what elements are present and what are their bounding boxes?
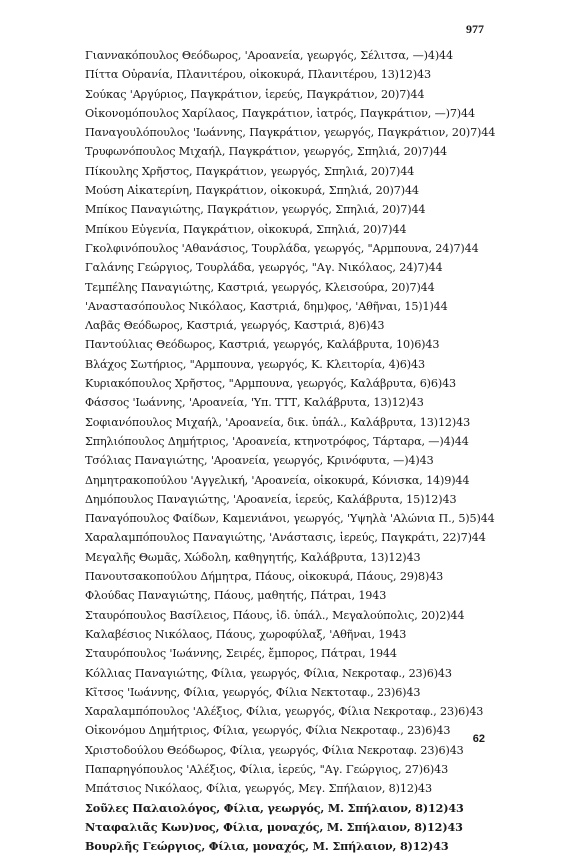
list-item: Γαλάνης Γεώργιος, Τουρλάδα, γεωργός, "Αγ. Νικόλαος, 24)7)44 [85,261,443,275]
list-item: Κυριακόπουλος Χρῆστος, "Αρμπουνα, γεωργός, Καλάβρυτα, 6)6)43 [85,377,456,391]
list-item: Μπίκου Εὐγενία, Παγκράτιον, οἰκοκυρά, Σπηλιά, 20)7)44 [85,222,407,236]
list-item: Χαραλαμπόπουλος 'Αλέξιος, Φίλια, γεωργός, Φίλια Νεκροταφ., 23)6)43 [85,705,484,719]
list-item: Οἰκονόμου Δημήτριος, Φίλια, γεωργός, Φίλια Νεκροταφ., 23)6)43 [85,724,451,738]
list-item: Τσόλιας Παναγιώτης, 'Αροανεία, γεωργός, Κρινόφυτα, —)4)43 [85,454,434,468]
list-item: Παναγουλόπουλος 'Ιωάννης, Παγκράτιον, γεωργός, Παγκράτιον, 20)7)44 [85,126,496,140]
list-item: Μπάτσιος Νικόλαος, Φίλια, γεωργός, Μεγ. Σπήλαιον, 8)12)43 [85,782,432,796]
list-item: Κῖτσος 'Ιωάννης, Φίλια, γεωργός, Φίλια Νεκτοταφ., 23)6)43 [85,685,421,699]
list-item: Πίκουλης Χρῆστος, Παγκράτιον, γεωργός, Σπηλιά, 20)7)44 [85,164,415,178]
list-item: Σταυρόπουλος Βασίλειος, Πάους, ἰδ. ὑπάλ., Μεγαλούπολις, 20)2)44 [85,608,465,622]
list-item: Γκολφινόπουλος 'Αθανάσιος, Τουρλάδα, γεωργός, "Αρμπουνα, 24)7)44 [85,241,479,255]
list-item: Γιαννακόπουλος Θεόδωρος, 'Αροανεία, γεωργός, Σέλιτσα, —)4)44 [85,49,453,62]
list-item: Σοφιανόπουλος Μιχαήλ, 'Αροανεία, δικ. ὑπάλ., Καλάβρυτα, 13)12)43 [85,415,471,429]
list-item: Σταυρόπουλος 'Ιωάννης, Σειρές, ἔμπορος, Πάτραι, 1944 [85,647,397,661]
footer-number: 62 [472,733,485,745]
page-number: 977 [466,22,484,36]
name-list [85,46,525,856]
list-item: Παντούλιας Θεόδωρος, Καστριά, γεωργός, Καλάβρυτα, 10)6)43 [85,338,440,352]
list-item: Μούση Αἰκατερίνη, Παγκράτιον, οἰκοκυρά, Σπηλιά, 20)7)44 [85,184,419,198]
list-item: Τεμπέλης Παναγιώτης, Καστριά, γεωργός, Κλεισούρα, 20)7)44 [85,280,435,294]
list-item: Βλάχος Σωτήριος, "Αρμπουνα, γεωργός, Κ. Κλειτορία, 4)6)43 [85,357,425,371]
list-item: Μπίκος Παναγιώτης, Παγκράτιον, γεωργός, Σπηλιά, 20)7)44 [85,203,426,217]
list-item: Φάσσος 'Ιωάννης, 'Αροανεία, 'Υπ. ΤΤΤ, Καλάβρυτα, 13)12)43 [85,396,424,410]
list-item: Σούκας 'Αργύριος, Παγκράτιον, ἱερεύς, Παγκράτιον, 20)7)44 [85,87,425,101]
list-item: Δημόπουλος Παναγιώτης, 'Αροανεία, ἱερεύς, Καλάβρυτα, 15)12)43 [85,492,457,506]
list-item: Κόλλιας Παναγιώτης, Φίλια, γεωργός, Φίλια, Νεκροταφ., 23)6)43 [85,666,452,680]
list-item: Βουρλῆς Γεώργιος, Φίλια, μοναχός, Μ. Σπήλαιον, 8)12)43 [85,839,449,854]
list-item: Φλούδας Παναγιώτης, Πάους, μαθητής, Πάτραι, 1943 [85,589,387,603]
list-item: Μεγαλῆς Θωμᾶς, Χώδολη, καθηγητής, Καλάβρυτα, 13)12)43 [85,550,421,564]
list-item: Χαραλαμπόπουλος Παναγιώτης, 'Ανάστασις, ἱερεύς, Παγκράτι, 22)7)44 [85,531,486,545]
list-item: Οἰκονομόπουλος Χαρίλαος, Παγκράτιον, ἰατρός, Παγκράτιον, —)7)44 [85,106,475,120]
list-item: Τρυφωνόπουλος Μιχαήλ, Παγκράτιον, γεωργός, Σπηλιά, 20)7)44 [85,145,448,159]
list-item: 'Αναστασόπουλος Νικόλαος, Καστριά, δημ)φος, 'Αθῆναι, 15)1)44 [85,299,448,313]
list-item: Πίττα Οὐρανία, Πλανιτέρου, οἰκοκυρά, Πλανιτέρου, 13)12)43 [85,68,431,82]
list-item: Νταφαλιᾶς Κων)νος, Φίλια, μοναχός, Μ. Σπήλαιον, 8)12)43 [85,819,463,834]
list-item: Παναγόπουλος Φαίδων, Καμενιάνοι, γεωργός, 'Υψηλὰ 'Αλώνια Π., 5)5)44 [85,512,495,526]
list-item: Σπηλιόπουλος Δημήτριος, 'Αροανεία, κτηνοτρόφος, Τάρταρα, —)4)44 [85,434,469,448]
list-item: Λαβᾶς Θεόδωρος, Καστριά, γεωργός, Καστριά, 8)6)43 [85,319,385,333]
list-item: Πανουτσακοπούλου Δήμητρα, Πάους, οἰκοκυρά, Πάους, 29)8)43 [85,570,444,584]
list-item: Χριστοδούλου Θεόδωρος, Φίλια, γεωργός, Φίλια Νεκροταφ. 23)6)43 [85,743,464,757]
list-item: Παπαρηγόπουλος 'Αλέξιος, Φίλια, ἱερεύς, "Αγ. Γεώργιος, 27)6)43 [85,762,449,776]
list-item: Καλαβέσιος Νικόλαος, Πάους, χωροφύλαξ, 'Αθῆναι, 1943 [85,627,407,641]
list-item: Δημητρακοπούλου 'Αγγελική, 'Αροανεία, οἰκοκυρά, Κόνισκα, 14)9)44 [85,473,470,487]
list-item: Σοῦλες Παλαιολόγος, Φίλια, γεωργός, Μ. Σπήλαιον, 8)12)43 [85,800,464,815]
